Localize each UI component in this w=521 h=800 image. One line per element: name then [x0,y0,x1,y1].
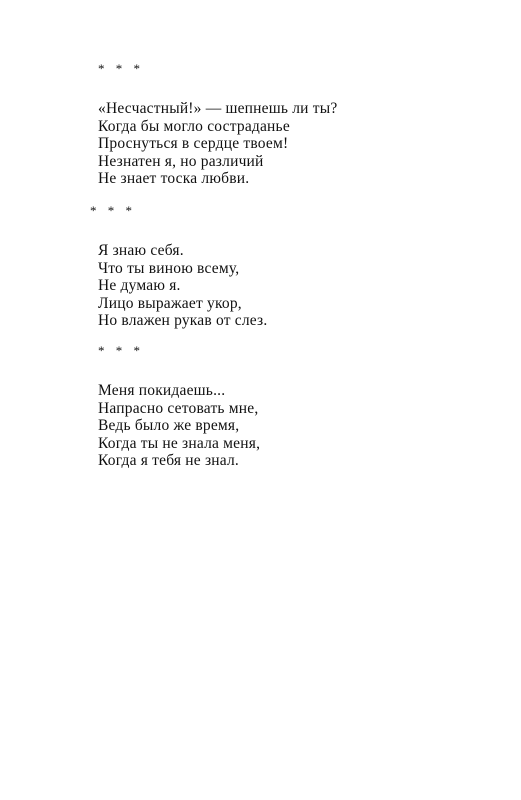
poem-1 [98,100,337,188]
poem-line: Когда бы могло состраданье [98,117,290,135]
poem-2 [98,242,267,330]
stanza-separator: * * * [98,61,144,76]
poem-line: «Несчастный!» — шепнешь ли ты? [98,100,338,117]
poem-line: Я знаю себя. [98,242,184,259]
poem-line: Лицо выражает укор, [98,294,242,312]
stanza-separator: * * * [90,203,136,218]
poem-line: Ведь было же время, [98,417,240,434]
poem-3 [98,382,260,470]
poem-line: Что ты виною всему, [98,259,240,277]
poem-line: Напрасно сетовать мне, [98,399,259,417]
poem-line: Не знает тоска любви. [98,170,250,187]
poem-line: Когда ты не знала меня, [98,434,261,452]
poem-line: Меня покидаешь... [98,382,226,399]
poem-line: Не думаю я. [98,277,181,294]
poem-line: Когда я тебя не знал. [98,452,239,469]
poem-line: Проснуться в сердце твоем! [98,135,289,152]
poem-line: Но влажен рукав от слез. [98,312,268,329]
stanza-separator: * * * [98,343,144,358]
poem-line: Незнатен я, но различий [98,152,264,170]
